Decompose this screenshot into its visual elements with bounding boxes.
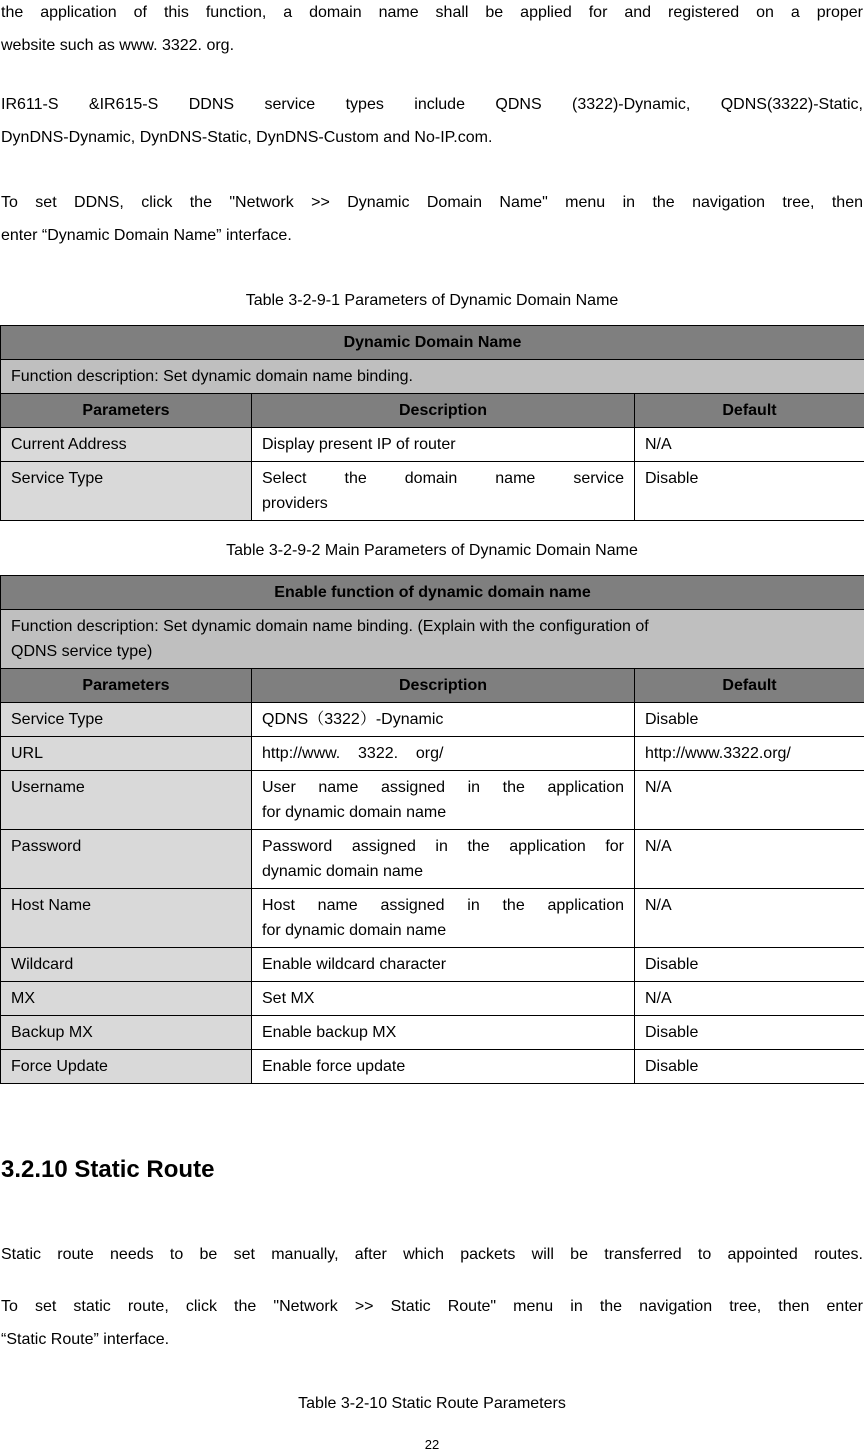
column-header: Description bbox=[252, 669, 635, 703]
table-row bbox=[1, 1050, 864, 1084]
desc-cell: Set MX bbox=[252, 982, 635, 1016]
table-row bbox=[1, 1016, 864, 1050]
text-line: DynDNS-Dynamic, DynDNS-Static, DynDNS-Custom and No-IP.com. bbox=[1, 129, 493, 146]
section-heading: 3.2.10 Static Route bbox=[1, 1156, 215, 1183]
page-number: 22 bbox=[424, 1437, 440, 1452]
column-header: Default bbox=[635, 669, 864, 703]
param-cell: Force Update bbox=[1, 1050, 252, 1084]
param-cell: Password bbox=[1, 830, 252, 889]
desc-line: Function description: Set dynamic domain name binding. (Explain with the configuration of bbox=[11, 618, 649, 635]
desc-line: Select the domain name service bbox=[262, 470, 624, 487]
desc-line: Password assigned in the application for bbox=[262, 838, 624, 855]
table-title: Enable function of dynamic domain name bbox=[1, 576, 864, 610]
default-cell: Disable bbox=[635, 948, 864, 982]
desc-cell: Enable force update bbox=[252, 1050, 635, 1084]
desc-line: providers bbox=[262, 495, 328, 512]
param-cell: Service Type bbox=[1, 703, 252, 737]
table-caption: Table 3-2-9-2 Main Parameters of Dynamic Domain Name bbox=[226, 542, 638, 559]
dynamic-domain-enable-table bbox=[0, 575, 864, 1084]
default-cell: N/A bbox=[635, 982, 864, 1016]
desc-cell bbox=[252, 462, 635, 521]
desc-line: Host name assigned in the application bbox=[262, 897, 624, 914]
table-title: Dynamic Domain Name bbox=[1, 326, 864, 360]
desc-cell: http://www. 3322. org/ bbox=[252, 737, 635, 771]
default-cell: Disable bbox=[635, 1016, 864, 1050]
intro-paragraph-2 bbox=[1, 88, 863, 154]
desc-line: for dynamic domain name bbox=[262, 804, 447, 821]
default-cell: Disable bbox=[635, 1050, 864, 1084]
column-header: Parameters bbox=[1, 669, 252, 703]
function-description-row bbox=[1, 610, 864, 669]
desc-line: for dynamic domain name bbox=[262, 922, 447, 939]
param-cell: Username bbox=[1, 771, 252, 830]
param-cell: Current Address bbox=[1, 428, 252, 462]
table-title-row bbox=[1, 326, 864, 360]
default-cell: N/A bbox=[635, 771, 864, 830]
table-row bbox=[1, 982, 864, 1016]
desc-cell bbox=[252, 889, 635, 948]
desc-cell: Display present IP of router bbox=[252, 428, 635, 462]
text-line: IR611-S &IR615-S DDNS service types include QDNS (3322)-Dynamic, QDNS(3322)-Static, bbox=[1, 96, 863, 113]
table-header-row bbox=[1, 669, 864, 703]
default-cell: Disable bbox=[635, 703, 864, 737]
text-line: the application of this function, a domain name shall be applied for and registered on a proper bbox=[1, 4, 863, 21]
table-row bbox=[1, 771, 864, 830]
table-title-row bbox=[1, 576, 864, 610]
default-cell: N/A bbox=[635, 889, 864, 948]
table-row bbox=[1, 830, 864, 889]
column-header: Description bbox=[252, 394, 635, 428]
intro-paragraph-1 bbox=[1, 0, 863, 62]
default-cell: N/A bbox=[635, 830, 864, 889]
desc-line: User name assigned in the application bbox=[262, 779, 624, 796]
desc-line: QDNS service type) bbox=[11, 643, 153, 660]
text-line: To set static route, click the "Network >> Static Route" menu in the navigation tree, then enter bbox=[1, 1298, 863, 1315]
desc-cell: Enable wildcard character bbox=[252, 948, 635, 982]
desc-cell: QDNS（3322）-Dynamic bbox=[252, 703, 635, 737]
function-description bbox=[1, 610, 864, 669]
table-caption: Table 3-2-10 Static Route Parameters bbox=[298, 1395, 566, 1412]
table-row bbox=[1, 703, 864, 737]
table-header-row bbox=[1, 394, 864, 428]
text-line: enter “Dynamic Domain Name” interface. bbox=[1, 227, 292, 244]
function-description: Function description: Set dynamic domain name binding. bbox=[1, 360, 864, 394]
param-cell: Host Name bbox=[1, 889, 252, 948]
function-description-row bbox=[1, 360, 864, 394]
param-cell: Service Type bbox=[1, 462, 252, 521]
table-row bbox=[1, 428, 864, 462]
column-header: Parameters bbox=[1, 394, 252, 428]
table-row bbox=[1, 462, 864, 521]
default-cell: Disable bbox=[635, 462, 864, 521]
text-line: To set DDNS, click the "Network >> Dynamic Domain Name" menu in the navigation tree, then bbox=[1, 194, 863, 211]
text-line: “Static Route” interface. bbox=[1, 1331, 170, 1348]
dynamic-domain-name-table bbox=[0, 325, 864, 521]
table-caption: Table 3-2-9-1 Parameters of Dynamic Domain Name bbox=[245, 292, 619, 309]
table-row bbox=[1, 948, 864, 982]
param-cell: Wildcard bbox=[1, 948, 252, 982]
desc-line: dynamic domain name bbox=[262, 863, 423, 880]
text-line: website such as www. 3322. org. bbox=[1, 37, 235, 54]
default-cell: N/A bbox=[635, 428, 864, 462]
section-paragraph-1 bbox=[1, 1238, 863, 1271]
param-cell: Backup MX bbox=[1, 1016, 252, 1050]
desc-cell bbox=[252, 830, 635, 889]
param-cell: MX bbox=[1, 982, 252, 1016]
table-row bbox=[1, 889, 864, 948]
intro-paragraph-3 bbox=[1, 186, 863, 252]
desc-cell: Enable backup MX bbox=[252, 1016, 635, 1050]
text-line: Static route needs to be set manually, after which packets will be transferred to appointed routes. bbox=[1, 1246, 863, 1263]
param-cell: URL bbox=[1, 737, 252, 771]
column-header: Default bbox=[635, 394, 864, 428]
default-cell: http://www.3322.org/ bbox=[635, 737, 864, 771]
desc-cell bbox=[252, 771, 635, 830]
table-row bbox=[1, 737, 864, 771]
section-paragraph-2 bbox=[1, 1290, 863, 1356]
